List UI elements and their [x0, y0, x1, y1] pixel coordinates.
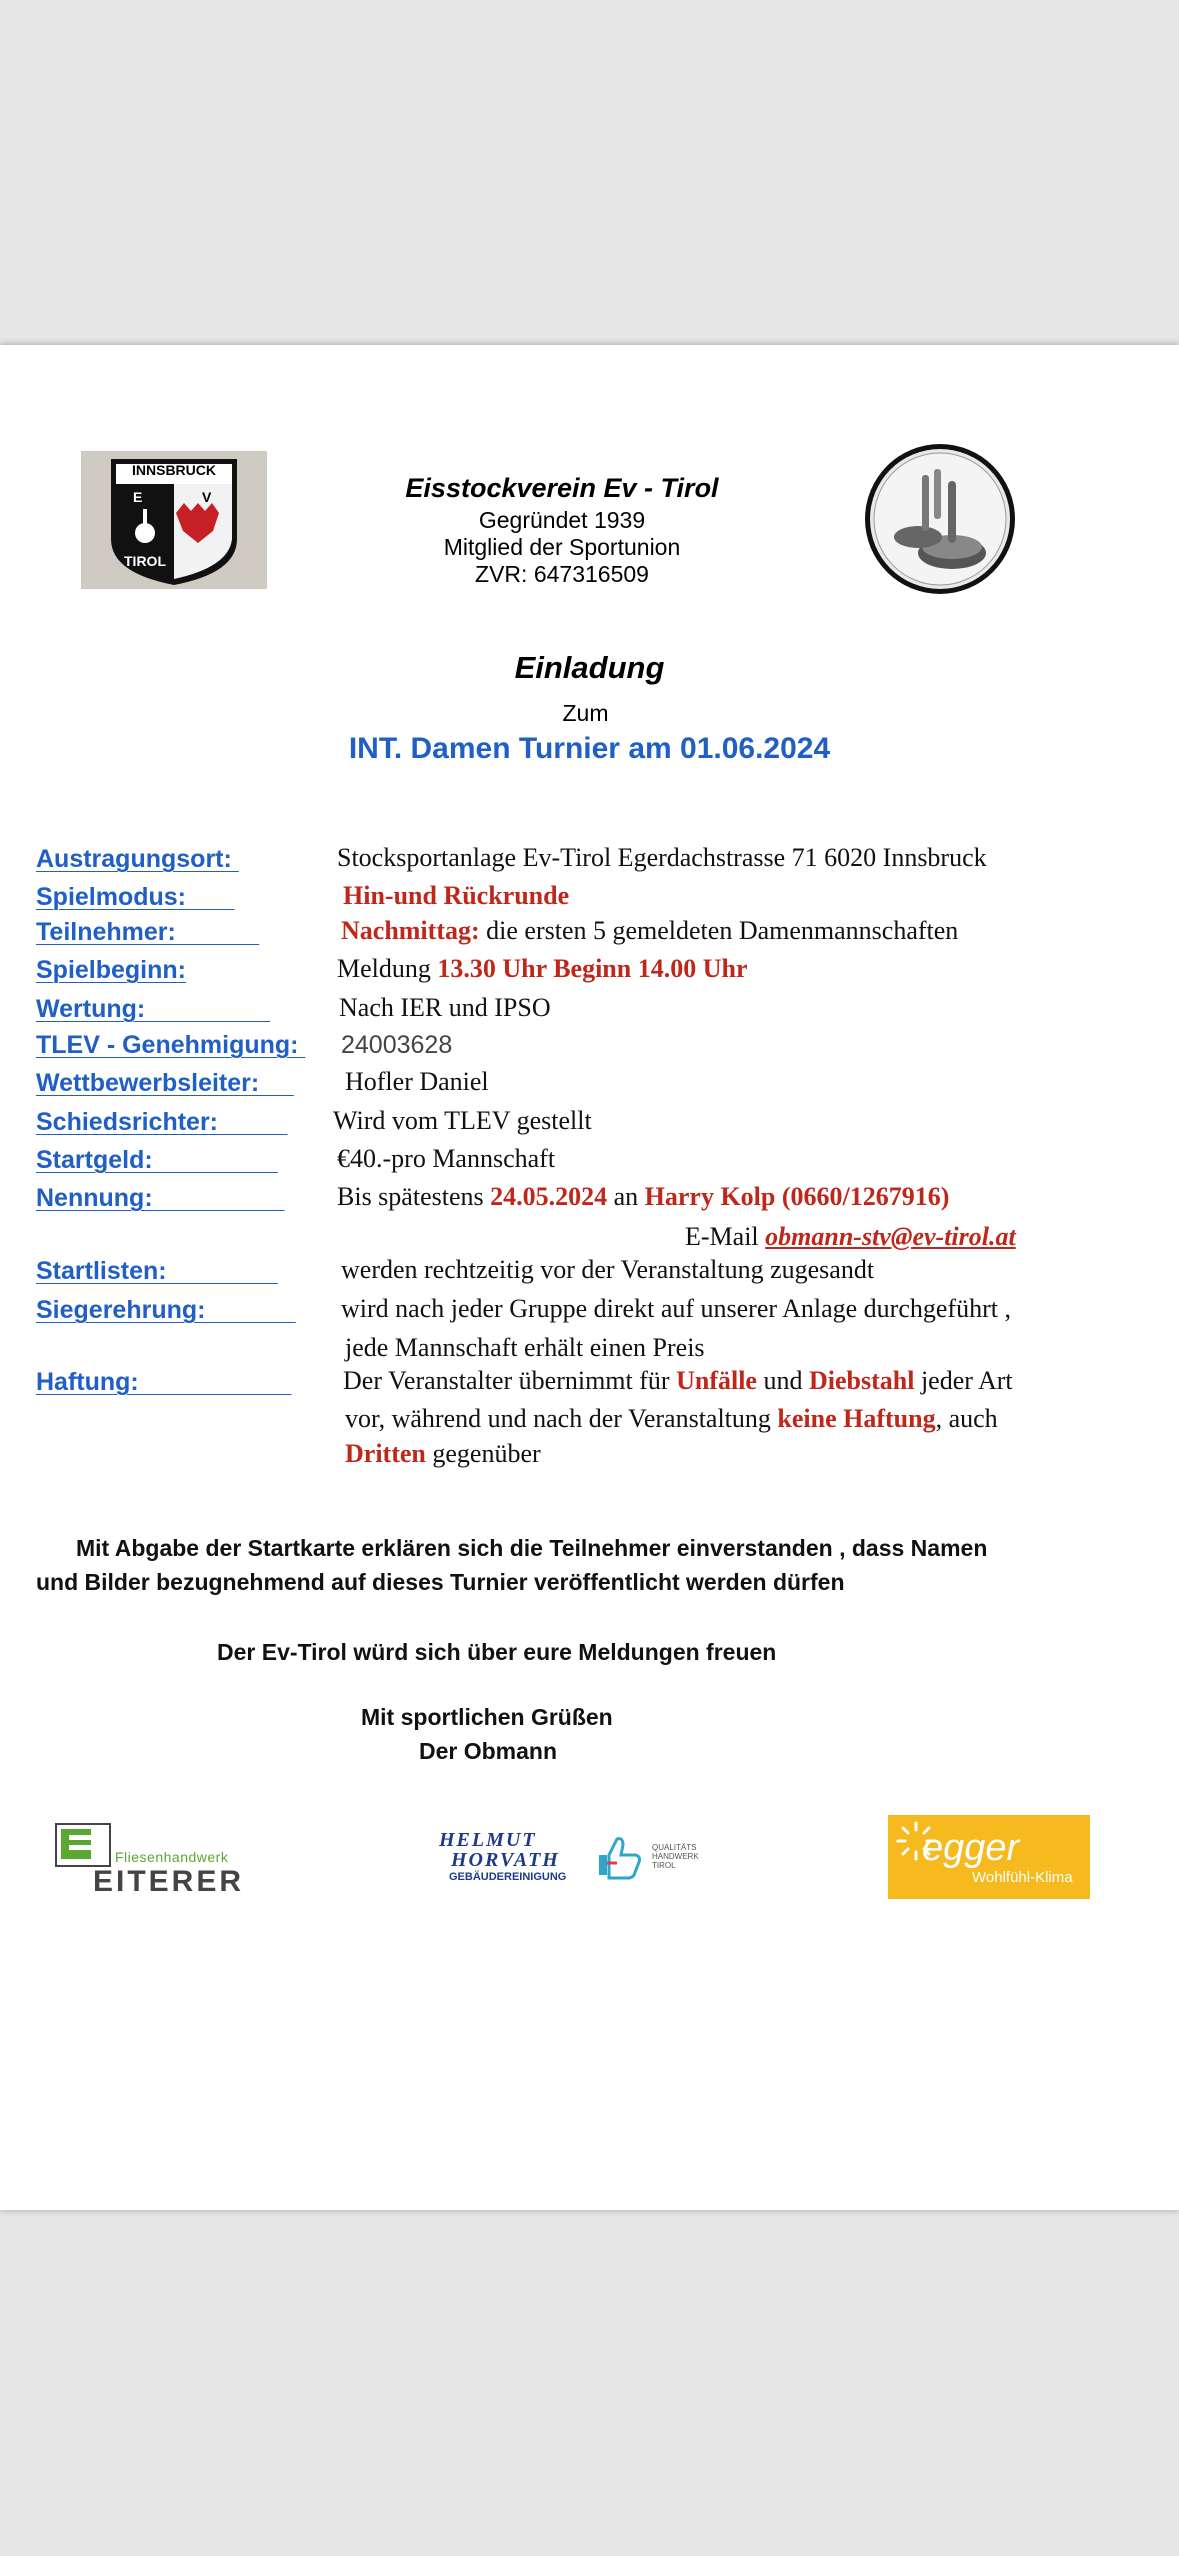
email-link[interactable]: obmann-stv@ev-tirol.at: [765, 1222, 1016, 1251]
label-startlisten: Startlisten:: [36, 1257, 278, 1285]
club-zvr: ZVR: 647316509: [475, 561, 649, 587]
invitation-heading: Einladung: [514, 650, 665, 685]
club-crest-logo: [81, 451, 267, 589]
label-siegerehrung: Siegerehrung:: [36, 1296, 296, 1324]
nennung-date: 24.05.2024: [490, 1182, 608, 1211]
label-haftung: Haftung:: [36, 1368, 292, 1396]
value-haftung-line3: [345, 1439, 541, 1469]
club-membership: Mitglied der Sportunion: [443, 534, 681, 560]
value-wettbewerbsleiter: Hofler Daniel: [345, 1067, 489, 1096]
document-page: [0, 345, 1179, 2210]
haftung-text-4: vor, während und nach der Veranstaltung: [345, 1404, 778, 1433]
value-tlev-genehmigung: 24003628: [341, 1031, 453, 1059]
club-founded: Gegründet 1939: [478, 507, 646, 533]
haftung-text-2: und: [756, 1366, 809, 1395]
crest-text-left: E: [133, 489, 143, 505]
club-header: [320, 472, 804, 588]
haftung-text-6: gegenüber: [425, 1439, 541, 1468]
spielbeginn-pre: Meldung: [337, 954, 438, 983]
value-siegerehrung-line1: wird nach jeder Gruppe direkt auf unserer Anlage durchgeführt ,: [341, 1294, 1011, 1323]
eiterer-tagline: Fliesenhandwerk: [115, 1849, 229, 1865]
crest-text-right: V: [202, 489, 212, 505]
curling-medal-logo: [862, 441, 1018, 597]
teilnehmer-text: die ersten 5 gemeldeten Damenmannschaften: [479, 916, 959, 945]
eiterer-name: EITERER: [93, 1865, 245, 1898]
haftung-unfaelle: Unfälle: [676, 1366, 757, 1395]
label-spielmodus: Spielmodus:: [36, 883, 235, 911]
invite-line: Der Ev-Tirol würd sich über eure Meldungen freuen: [217, 1639, 777, 1665]
horvath-badge-3: TIROL: [652, 1861, 676, 1870]
value-wertung: Nach IER und IPSO: [339, 993, 551, 1022]
haftung-dritten: Dritten: [345, 1439, 426, 1468]
horvath-name-1: HELMUT: [439, 1829, 537, 1851]
value-teilnehmer: [341, 916, 958, 946]
crest-text-bottom: TIROL: [124, 553, 166, 569]
haftung-diebstahl: Diebstahl: [808, 1366, 915, 1395]
haftung-text-5: , auch: [935, 1404, 998, 1433]
value-haftung-line2: [345, 1404, 998, 1434]
value-austragungsort: Stocksportanlage Ev-Tirol Egerdachstrasse 71 6020 Innsbruck: [337, 843, 987, 872]
value-startlisten: werden rechtzeitig vor der Veranstaltung zugesandt: [341, 1255, 875, 1284]
label-austragungsort: Austragungsort:: [36, 845, 239, 873]
haftung-text-3: jeder Art: [914, 1366, 1013, 1395]
notice-line-2: und Bilder bezugnehmend auf dieses Turnier veröffentlicht werden dürfen: [36, 1569, 845, 1595]
value-spielbeginn: [337, 954, 748, 984]
teilnehmer-time: Nachmittag:: [341, 916, 480, 945]
horvath-sub: GEBÄUDEREINIGUNG: [449, 1871, 567, 1883]
label-schiedsrichter: Schiedsrichter:: [36, 1108, 288, 1136]
sponsor-horvath-logo: [437, 1829, 717, 1885]
email-label: E-Mail: [685, 1222, 766, 1251]
horvath-badge-2: HANDWERK: [652, 1852, 699, 1861]
sponsor-egger-logo: [888, 1815, 1090, 1899]
spielbeginn-times: 13.30 Uhr Beginn 14.00 Uhr: [437, 954, 748, 983]
club-name: Eisstockverein Ev - Tirol: [405, 473, 719, 503]
egger-name: egger: [922, 1827, 1020, 1869]
horvath-name-2: HORVATH: [451, 1849, 560, 1871]
value-siegerehrung-line2: jede Mannschaft erhält einen Preis: [345, 1333, 705, 1362]
signer-line: Der Obmann: [419, 1738, 558, 1764]
label-startgeld: Startgeld:: [36, 1146, 278, 1174]
nennung-contact: Harry Kolp (0660/1267916): [644, 1182, 950, 1211]
invitation-sub: Zum: [562, 700, 609, 726]
value-haftung-line1: [343, 1366, 1013, 1396]
value-nennung: [337, 1182, 949, 1212]
horvath-badge-1: QUALITÄTS: [652, 1843, 697, 1852]
event-title: INT. Damen Turnier am 01.06.2024: [348, 732, 831, 765]
crest-text-top: INNSBRUCK: [132, 462, 216, 478]
haftung-keine: keine Haftung: [777, 1404, 936, 1433]
value-spielmodus: Hin-und Rückrunde: [343, 881, 570, 910]
nennung-pre: Bis spätestens: [337, 1182, 491, 1211]
label-tlev-genehmigung: TLEV - Genehmigung:: [36, 1031, 306, 1059]
value-schiedsrichter: Wird vom TLEV gestellt: [333, 1106, 592, 1135]
sponsor-eiterer-logo: [55, 1823, 255, 1897]
egger-sub: Wohlfühl-Klima: [972, 1869, 1073, 1886]
email-row: [685, 1222, 1016, 1252]
thumbs-up-icon: [593, 1833, 645, 1881]
nennung-mid: an: [607, 1182, 645, 1211]
label-wertung: Wertung:: [36, 995, 271, 1023]
haftung-text-1: Der Veranstalter übernimmt für: [343, 1366, 677, 1395]
notice-line-1: Mit Abgabe der Startkarte erklären sich die Teilnehmer einverstanden , dass Namen: [76, 1535, 988, 1561]
label-wettbewerbsleiter: Wettbewerbsleiter:: [36, 1069, 294, 1097]
label-spielbeginn: Spielbeginn:: [36, 956, 186, 984]
label-teilnehmer: Teilnehmer:: [36, 918, 260, 946]
label-nennung: Nennung:: [36, 1184, 285, 1212]
value-startgeld: €40.-pro Mannschaft: [337, 1144, 556, 1173]
greeting-line: Mit sportlichen Grüßen: [361, 1704, 613, 1730]
